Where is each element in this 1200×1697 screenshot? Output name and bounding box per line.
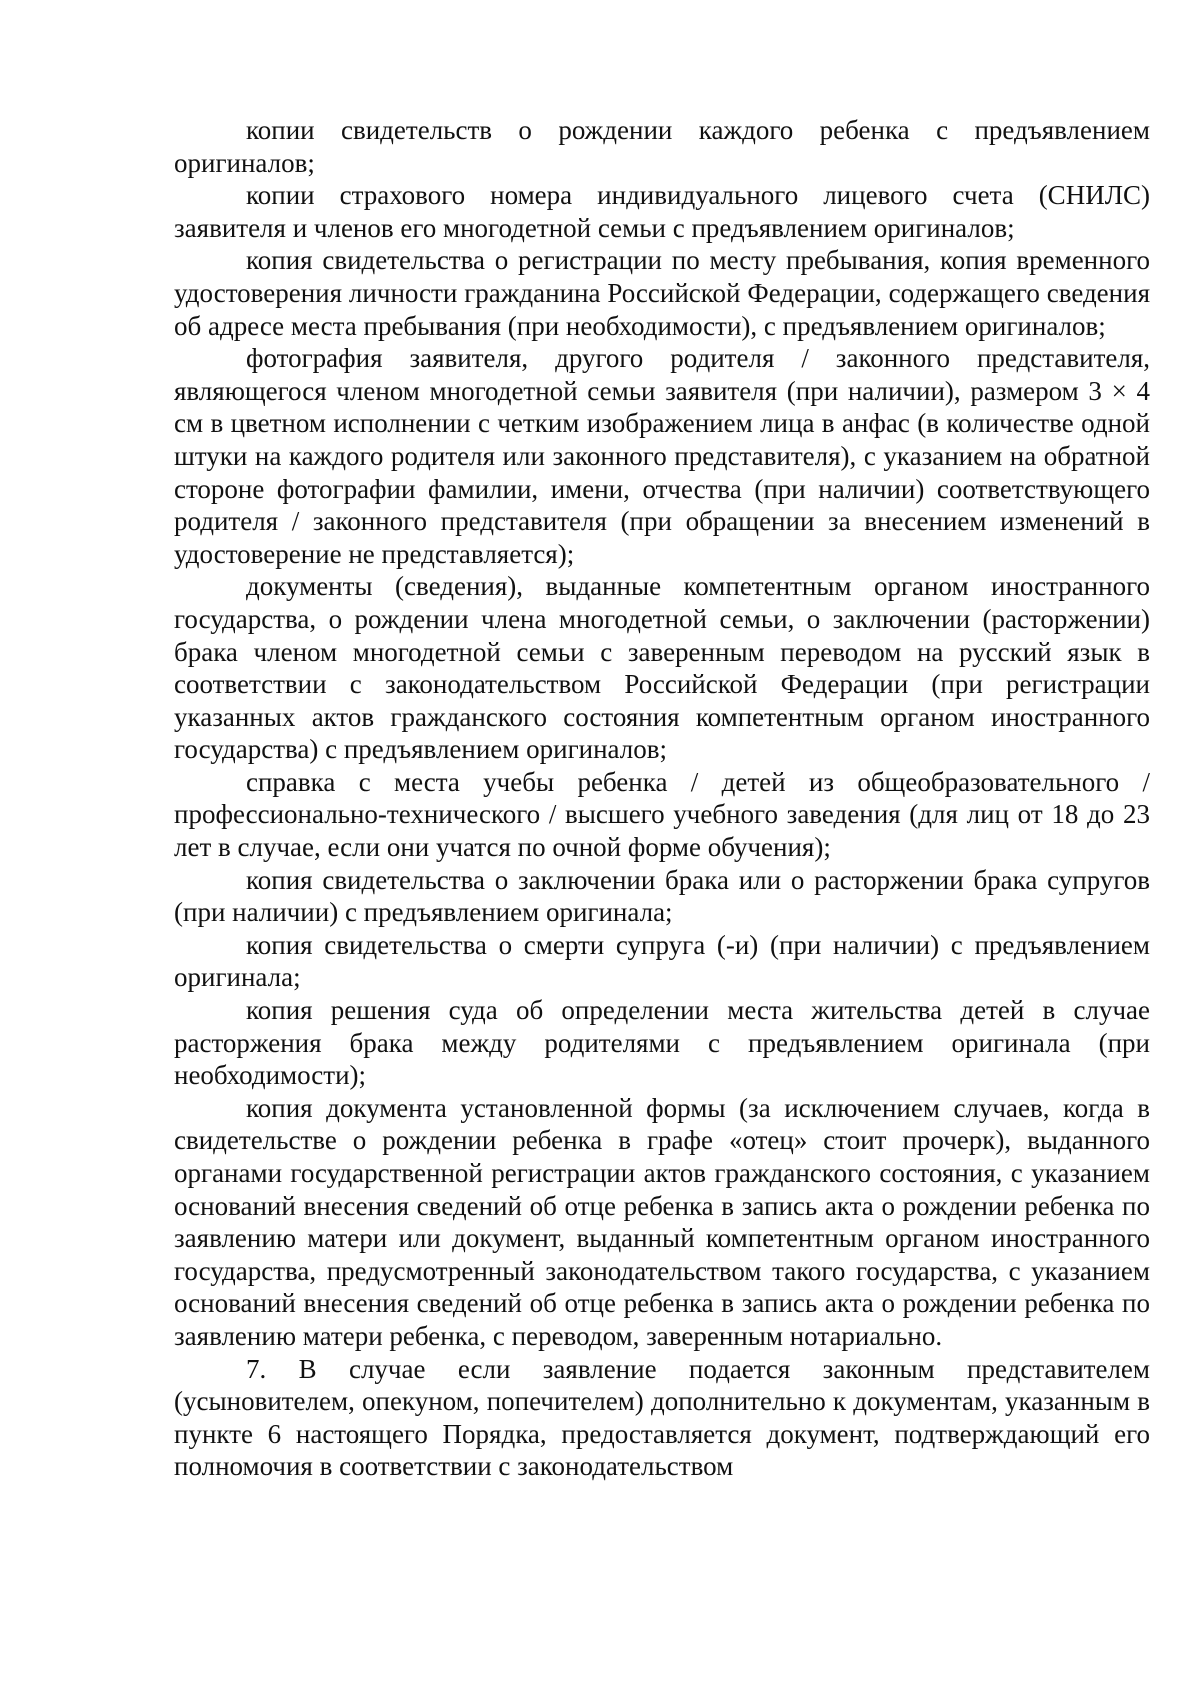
- paragraph-study-certificate: справка с места учебы ребенка / детей из общеобразовательного / профессионально-технического / высшего учебного заведения (для лиц от 18 до 23 лет в случае, если они учатся по очной форме обучения);: [174, 766, 1150, 863]
- paragraph-marriage-certificate: копия свидетельства о заключении брака или о расторжении брака супругов (при наличии) с предъявлением оригинала;: [174, 864, 1150, 928]
- paragraph-photo: фотография заявителя, другого родителя / законного представителя, являющегося членом многодетной семьи заявителя (при наличии), размером 3 × 4 см в цветном исполнении с четким изображением лица в анфас (в количестве одной штуки на каждого родителя или законного представителя), с указанием на обратной стороне фотографии фамилии, имени, отчества (при наличии) соответствующего родителя / законного представителя (при обращении за внесением изменений в удостоверение не представляется);: [174, 343, 1150, 569]
- paragraph-foreign-documents: документы (сведения), выданные компетентным органом иностранного государства, о рождении члена многодетной семьи, о заключении (расторжении) брака членом многодетной семьи с заверенным переводом на русский язык в соответствии с законодательством Российской Федерации (при регистрации указанных актов гражданского состояния компетентным органом иностранного государства) с предъявлением оригиналов;: [174, 571, 1150, 765]
- paragraph-death-certificate: копия свидетельства о смерти супруга (-и) (при наличии) с предъявлением оригинала;: [174, 929, 1150, 993]
- paragraph-item-7: 7. В случае если заявление подается законным представителем (усыновителем, опекуном, попечителем) дополнительно к документам, указанным в пункте 6 настоящего Порядка, предоставляется документ, подтверждающий его полномочия в соответствии с законодательством: [174, 1353, 1150, 1482]
- paragraph-court-decision: копия решения суда об определении места жительства детей в случае расторжения брака между родителями с предъявлением оригинала (при необходимости);: [174, 995, 1150, 1091]
- paragraph-birth-certificates: копии свидетельств о рождении каждого ребенка с предъявлением оригиналов;: [174, 115, 1150, 178]
- paragraph-registration: копия свидетельства о регистрации по месту пребывания, копия временного удостоверения личности гражданина Российской Федерации, содержащего сведения об адресе места пребывания (при необходимости), с предъявлением оригиналов;: [174, 245, 1150, 341]
- document-body: [174, 114, 1150, 1483]
- paragraph-paternity-document: копия документа установленной формы (за исключением случаев, когда в свидетельстве о рождении ребенка в графе «отец» стоит прочерк), выданного органами государственной регистрации актов гражданского состояния, с указанием оснований внесения сведений об отце ребенка в запись акта о рождении ребенка по заявлению матери или документ, выданный компетентным органом иностранного государства, предусмотренный законодательством такого государства, с указанием оснований внесения сведений об отце ребенка в запись акта о рождении ребенка по заявлению матери ребенка, с переводом, заверенным нотариально.: [174, 1092, 1150, 1351]
- paragraph-snils: копии страхового номера индивидуального лицевого счета (СНИЛС) заявителя и членов его многодетной семьи с предъявлением оригиналов;: [174, 180, 1150, 243]
